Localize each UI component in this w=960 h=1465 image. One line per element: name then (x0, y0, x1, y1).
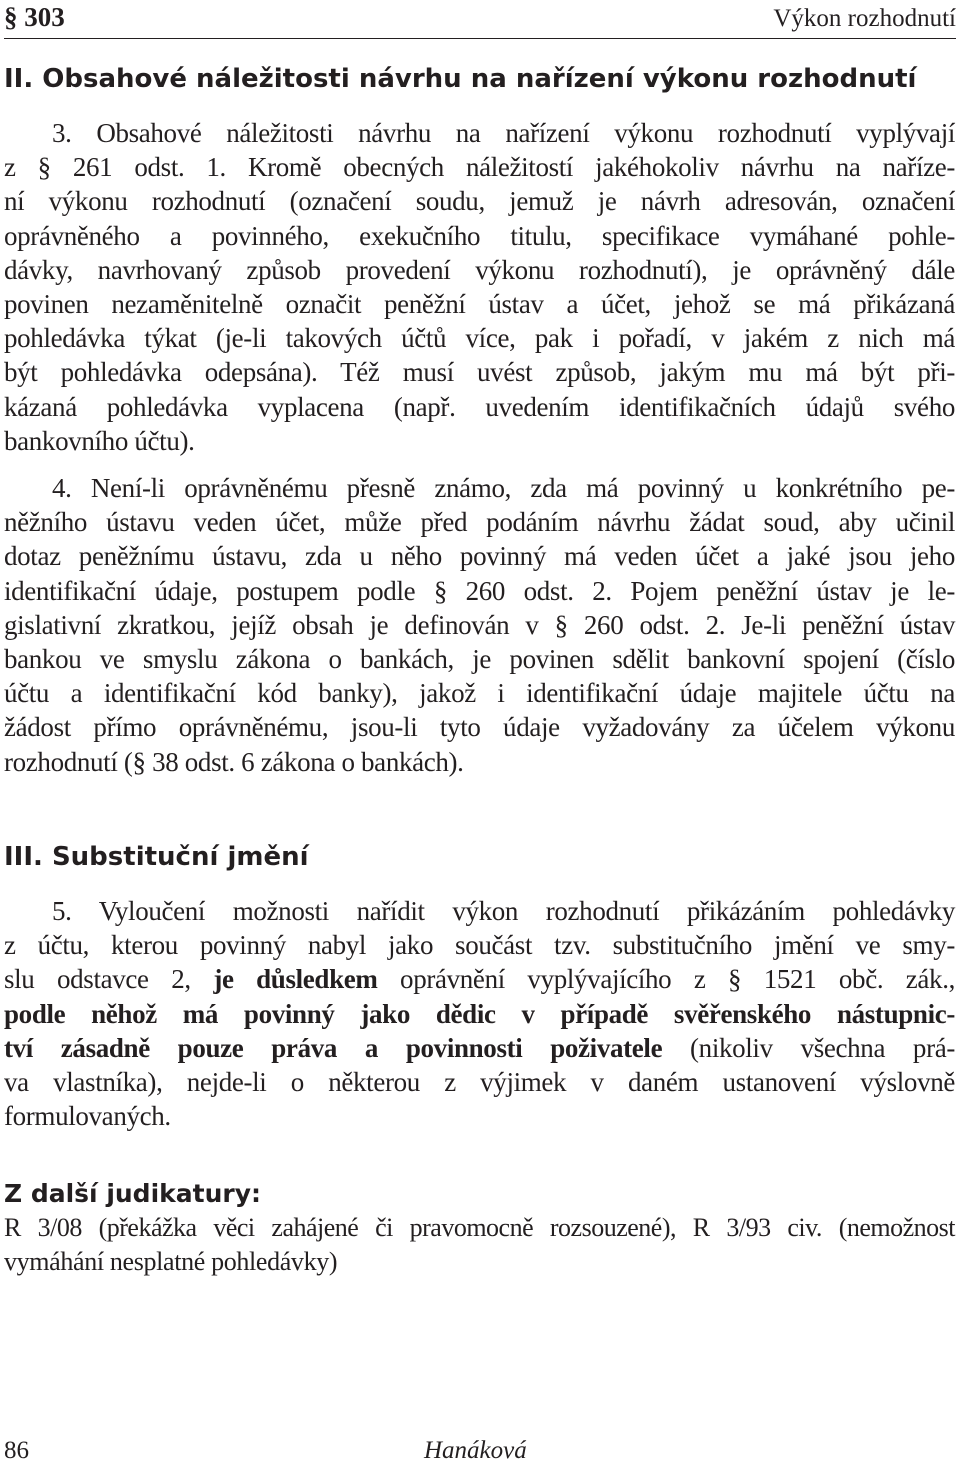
paragraph-line: identifikační údaje, postupem podle § 260 odst. 2. Pojem peněžní ústav je le- (4, 575, 955, 606)
judikatura-list (4, 1211, 955, 1279)
paragraph-line: 4. Není-li oprávněnému přesně známo, zda má povinný u konkrétního pe- (52, 473, 955, 503)
paragraph-line: žádost přímo oprávněnému, jsou-li tyto údaje vyžadovány za účelem výkonu (4, 712, 955, 743)
paragraph-line: být pohledávka odepsána). Též musí uvést způsob, jakým mu má být při- (4, 357, 955, 388)
paragraph-line: ní výkonu rozhodnutí (označení soudu, jemuž je návrh adresován, označení (4, 186, 955, 217)
footer-author: Hanáková (424, 1437, 527, 1464)
bold-text-run: tví zásadně pouze práva a povinnosti poživatele (4, 1032, 663, 1063)
paragraph-line: pohledávka týkat (je-li takových účtů více, pak i pořadí, v jakém z nich má (4, 323, 955, 354)
paragraph-line: něžního ústavu veden účet, může před podáním návrhu žádat soud, aby učinil (4, 507, 955, 538)
paragraph-line: dávky, navrhovaný způsob provedení výkonu rozhodnutí), je oprávněný dále (4, 254, 955, 285)
paragraph-line (4, 962, 955, 996)
section-heading-iii: III. Substituční jmění (4, 842, 309, 872)
judikatura-line: vymáhání nesplatné pohledávky) (4, 1247, 338, 1277)
text-run: oprávnění vyplývajícího z § 1521 obč. zák., (377, 964, 955, 995)
paragraph-line: 5. Vyloučení možnosti nařídit výkon rozhodnutí přikázáním pohledávky (52, 896, 955, 926)
paragraph-line: kázaná pohledávka vyplacena (např. uvedením identifikačních údajů svého (4, 391, 955, 422)
bold-text-run: je důsledkem (213, 964, 378, 995)
section-heading-ii: II. Obsahové náležitosti návrhu na nařízení výkonu rozhodnutí (4, 64, 917, 94)
paragraph-line: rozhodnutí (§ 38 odst. 6 zákona o bankách). (4, 746, 464, 777)
paragraph-line: účtu a identifikační kód banky), jakož i identifikační údaje majitele účtu na (4, 678, 955, 709)
paragraph-5 (4, 894, 955, 1133)
section-number: § 303 (4, 2, 65, 32)
paragraph-line: gislativní zkratkou, jejíž obsah je definován v § 260 odst. 2. Je-li peněžní ústav (4, 609, 955, 640)
running-header (4, 0, 956, 39)
paragraph-line: va vlastníka), nejde-li o některou z výjimek v daném ustanovení výslovně (4, 1066, 955, 1097)
judikatura-heading: Z další judikatury: (4, 1179, 262, 1208)
paragraph-line: oprávněného a povinného, exekučního titulu, specifikace vymáhané pohle- (4, 220, 955, 251)
bold-paragraph-line: podle něhož má povinný jako dědic v případě svěřenského nástupnic- (4, 998, 955, 1029)
paragraph-3 (4, 116, 955, 458)
paragraph-line: z § 261 odst. 1. Kromě obecných náležitostí jakéhokoliv návrhu na naříze- (4, 152, 955, 183)
judikatura-line: R 3/08 (překážka věci zahájené či pravomocně rozsouzené), R 3/93 civ. (nemožnost (4, 1213, 955, 1242)
paragraph-line: 3. Obsahové náležitosti návrhu na nařízení výkonu rozhodnutí vyplývají (52, 118, 955, 148)
text-run: (nikoliv všechna prá- (662, 1032, 955, 1063)
paragraph-line (4, 1031, 955, 1065)
page-number: 86 (4, 1437, 29, 1464)
paragraph-line: bankovního účtu). (4, 425, 195, 456)
paragraph-line: formulovaných. (4, 1101, 171, 1132)
paragraph-4 (4, 471, 955, 779)
paragraph-line: bankou ve smyslu zákona o bankách, je povinen sdělit bankovní spojení (číslo (4, 643, 955, 674)
text-run: slu odstavce 2, (4, 964, 214, 995)
running-title: Výkon rozhodnutí (773, 5, 956, 32)
paragraph-line: dotaz peněžnímu ústavu, zda u něho povinný má veden účet a jaké jsou jeho (4, 541, 955, 572)
paragraph-line: povinen nezaměnitelně označit peněžní ústav a účet, jehož se má přikázaná (4, 288, 955, 319)
paragraph-line: z účtu, kterou povinný nabyl jako součást tzv. substitučního jmění ve smy- (4, 930, 955, 961)
